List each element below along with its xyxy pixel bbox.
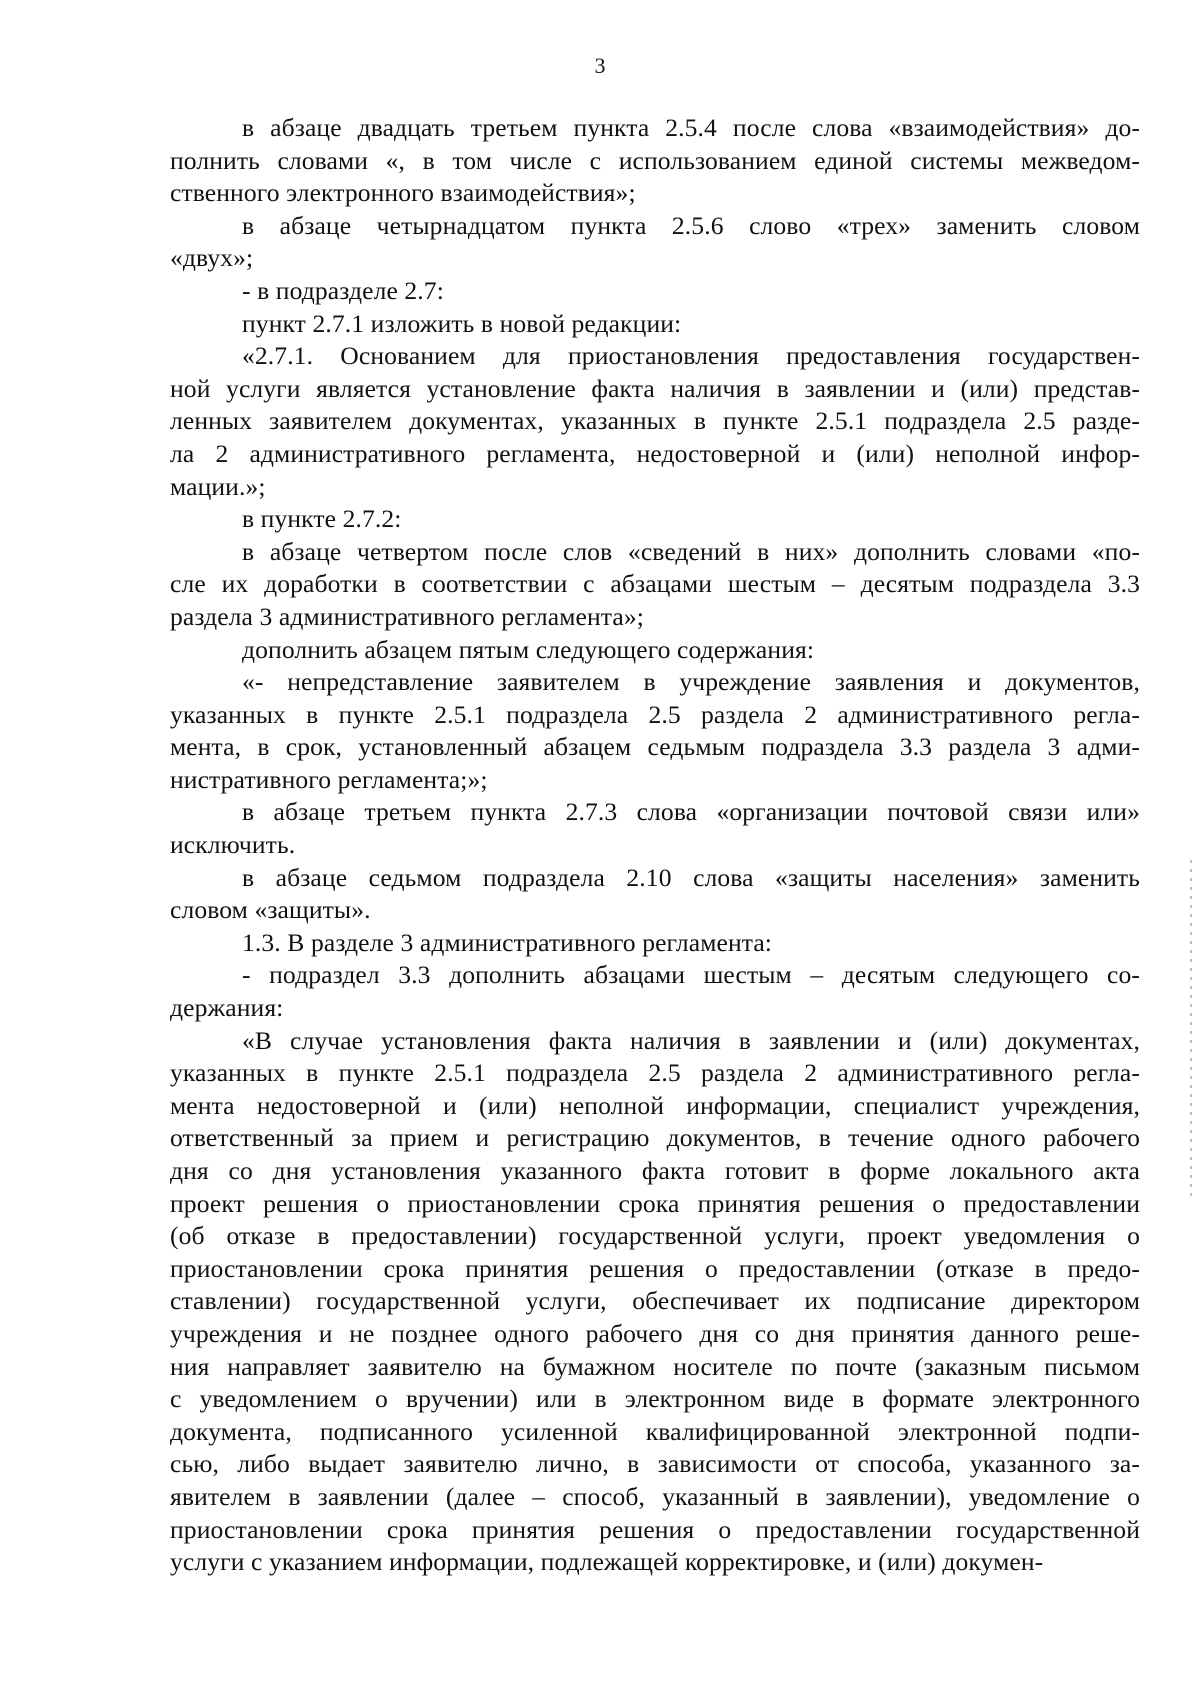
paragraph: [170, 210, 1140, 275]
text-line: в абзаце третьем пункта 2.7.3 слова «организации почтовой связи или»: [242, 797, 1140, 827]
paragraph: [170, 862, 1140, 927]
text-line: ленных заявителем документах, указанных в пункте 2.5.1 подраздела 2.5 разде-: [170, 406, 1140, 436]
text-line: ной услуги является установление факта наличия в заявлении и (или) представ-: [170, 373, 1140, 403]
paragraph: [170, 275, 1140, 308]
text-line: - в подразделе 2.7:: [242, 275, 444, 305]
text-line: дня со дня установления указанного факта готовит в форме локального акта: [170, 1156, 1140, 1185]
text-line: исключить.: [170, 830, 296, 860]
paragraph: [170, 536, 1140, 634]
text-line: в абзаце четвертом после слов «сведений в них» дополнить словами «по-: [242, 536, 1140, 566]
text-line: сле их доработки в соответствии с абзацами шестым – десятым подраздела 3.3: [170, 569, 1140, 599]
text-line: 1.3. В разделе 3 административного регламента:: [242, 927, 773, 957]
text-line: приостановлении срока принятия решения о предоставлении (отказе в предо-: [170, 1253, 1140, 1283]
text-line: в пункте 2.7.2:: [242, 504, 402, 534]
text-line: (об отказе в предоставлении) государственной услуги, проект уведомления о: [170, 1221, 1140, 1251]
text-line: мации.»;: [170, 471, 266, 501]
paragraph: [170, 503, 1140, 536]
text-line: словом «защиты».: [170, 895, 371, 925]
text-line: сью, либо выдает заявителю лично, в зависимости от способа, указанного за-: [170, 1449, 1140, 1479]
page-number: 3: [594, 53, 606, 78]
text-line: указанных в пункте 2.5.1 подраздела 2.5 раздела 2 административного регла-: [170, 699, 1140, 729]
text-line: учреждения и не позднее одного рабочего дня со дня принятия данного реше-: [170, 1318, 1140, 1348]
text-line: в абзаце седьмом подраздела 2.10 слова «защиты населения» заменить: [242, 862, 1140, 892]
text-line: приостановлении срока принятия решения о предоставлении государственной: [170, 1514, 1140, 1544]
text-line: ния направляет заявителю на бумажном носителе по почте (заказным письмом: [170, 1351, 1140, 1381]
paragraph: [170, 959, 1140, 1024]
scan-margin-mark: [1190, 860, 1192, 1200]
text-line: «В случае установления факта наличия в заявлении и (или) документах,: [242, 1025, 1140, 1055]
text-line: мента недостоверной и (или) неполной информации, специалист учреждения,: [170, 1090, 1140, 1120]
text-line: «2.7.1. Основанием для приостановления предоставления государствен-: [242, 341, 1140, 371]
text-line: документа, подписанного усиленной квалифицированной электронной подпи-: [170, 1416, 1140, 1446]
text-line: - подраздел 3.3 дополнить абзацами шестым – десятым следующего со-: [242, 960, 1140, 990]
document-body: [170, 112, 1140, 1579]
paragraph: [170, 1025, 1140, 1579]
text-line: в абзаце четырнадцатом пункта 2.5.6 слово «трех» заменить словом: [242, 210, 1140, 240]
text-line: дополнить абзацем пятым следующего содержания:: [242, 634, 815, 664]
paragraph: [170, 308, 1140, 341]
text-line: ответственный за прием и регистрацию документов, в течение одного рабочего: [170, 1123, 1140, 1153]
paragraph: [170, 340, 1140, 503]
text-line: в абзаце двадцать третьем пункта 2.5.4 после слова «взаимодействия» до-: [242, 113, 1140, 142]
text-line: раздела 3 административного регламента»;: [170, 601, 644, 631]
text-line: нистративного регламента;»;: [170, 764, 488, 794]
paragraph: [170, 796, 1140, 861]
text-line: явителем в заявлении (далее – способ, указанный в заявлении), уведомление о: [170, 1481, 1140, 1511]
paragraph: [170, 666, 1140, 796]
text-line: «двух»;: [170, 243, 254, 273]
text-line: держания:: [170, 993, 284, 1023]
text-line: мента, в срок, установленный абзацем седьмым подраздела 3.3 раздела 3 адми-: [170, 732, 1140, 762]
text-line: проект решения о приостановлении срока принятия решения о предоставлении: [170, 1188, 1140, 1218]
paragraph: [170, 112, 1140, 210]
text-line: указанных в пункте 2.5.1 подраздела 2.5 раздела 2 административного регла-: [170, 1058, 1140, 1088]
text-line: полнить словами «, в том числе с использованием единой системы межведом-: [170, 145, 1140, 175]
paragraph: [170, 927, 1140, 960]
text-line: с уведомлением о вручении) или в электронном виде в формате электронного: [170, 1384, 1140, 1414]
text-line: пункт 2.7.1 изложить в новой редакции:: [242, 308, 682, 338]
text-line: ла 2 административного регламента, недостоверной и (или) неполной инфор-: [170, 438, 1140, 468]
text-line: «- непредставление заявителем в учреждение заявления и документов,: [242, 667, 1140, 697]
text-line: ставлении) государственной услуги, обеспечивает их подписание директором: [170, 1286, 1140, 1316]
text-line: услуги с указанием информации, подлежащей корректировке, и (или) докумен-: [170, 1547, 1044, 1577]
paragraph: [170, 634, 1140, 667]
text-line: ственного электронного взаимодействия»;: [170, 178, 636, 208]
